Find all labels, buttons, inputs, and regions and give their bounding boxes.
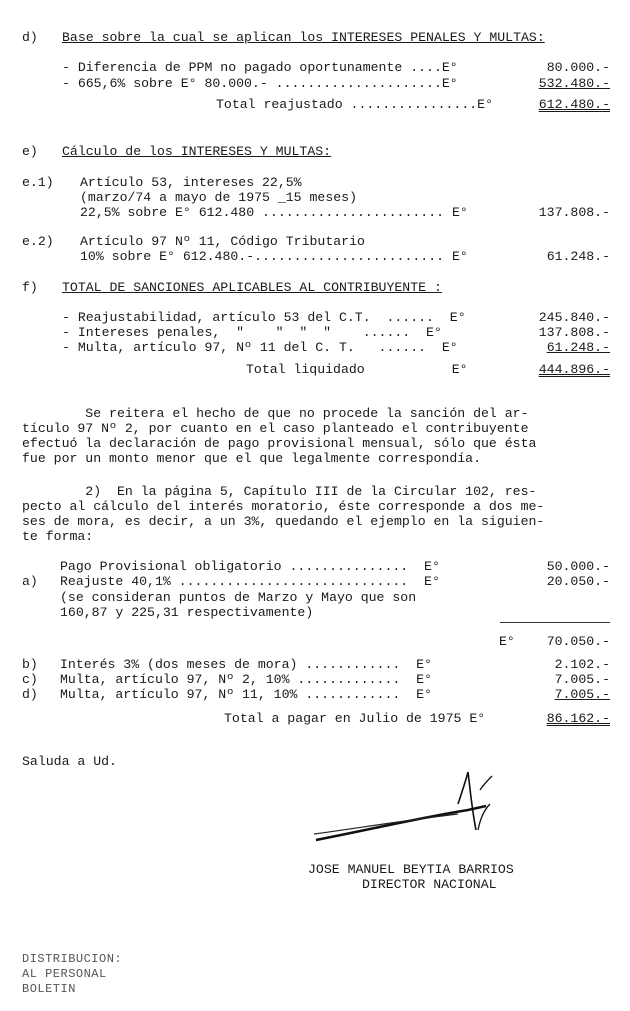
example-row-amount: 7.005.- — [554, 687, 610, 702]
subtotal-rule — [500, 622, 610, 623]
example-row-amount: 20.050.- — [546, 574, 610, 589]
example-row-amount: 2.102.- — [554, 657, 610, 672]
example-row: Multa, artículo 97, Nº 2, 10% ............. E° — [60, 672, 432, 687]
example-total-label: Total a pagar en Julio de 1975 E° — [224, 711, 486, 726]
signature-icon — [308, 770, 518, 850]
distribution-line: AL PERSONAL — [22, 967, 107, 981]
paragraph-1-line: Se reitera el hecho de que no procede la sanción del ar- — [22, 406, 529, 421]
section-d-heading: Base sobre la cual se aplican los INTERESES PENALES Y MULTAS: — [62, 30, 545, 45]
paragraph-1-line: fue por un monto menor que el que legalmente correspondía. — [22, 451, 481, 466]
section-d-row-amount: 80.000.- — [546, 60, 610, 75]
section-f-row: - Multa, artículo 97, Nº 11 del C. T. ...... E° — [62, 340, 458, 355]
section-f-row-amount: 61.248.- — [546, 340, 610, 355]
example-total-amount: 86.162.- — [546, 711, 610, 726]
section-d-row: - 665,6% sobre E° 80.000.- .....................E° — [62, 76, 458, 91]
example-row: Reajuste 40,1% ............................. E° — [60, 574, 440, 589]
e2-line: Artículo 97 Nº 11, Código Tributario — [80, 234, 365, 249]
paragraph-1-line: tículo 97 Nº 2, por cuanto en el caso planteado el contribuyente — [22, 421, 529, 436]
e2-line: 10% sobre E° 612.480.-........................ E° — [80, 249, 468, 264]
example-row-amount: 50.000.- — [546, 559, 610, 574]
section-f-heading: TOTAL DE SANCIONES APLICABLES AL CONTRIBUYENTE : — [62, 280, 442, 295]
section-e-label: e) — [22, 144, 38, 159]
section-f-row: - Reajustabilidad, artículo 53 del C.T. ...... E° — [62, 310, 466, 325]
paragraph-2-line: te forma: — [22, 529, 94, 544]
example-row: Pago Provisional obligatorio ............... E° — [60, 559, 440, 574]
section-f-total-label: Total liquidado E° — [246, 362, 468, 377]
example-row-amount: 7.005.- — [554, 672, 610, 687]
section-f-row-amount: 245.840.- — [538, 310, 610, 325]
section-e-heading: Cálculo de los INTERESES Y MULTAS: — [62, 144, 332, 159]
section-d-label: d) — [22, 30, 38, 45]
section-f-row: - Intereses penales, " " " " ...... E° — [62, 325, 442, 340]
example-d-label: d) — [22, 687, 38, 702]
section-d-row: - Diferencia de PPM no pagado oportunamente ....E° — [62, 60, 458, 75]
e1-line: Artículo 53, intereses 22,5% — [80, 175, 302, 190]
distribution-heading: DISTRIBUCION: — [22, 952, 123, 966]
paragraph-1-line: efectuó la declaración de pago provisional mensual, sólo que ésta — [22, 436, 537, 451]
section-f-label: f) — [22, 280, 38, 295]
paragraph-2-line: ses de mora, es decir, a un 3%, quedando el ejemplo en la siguien- — [22, 514, 545, 529]
example-note: (se consideran puntos de Marzo y Mayo que son — [60, 590, 417, 605]
subtotal-currency: E° — [499, 634, 515, 649]
signer-title: DIRECTOR NACIONAL — [362, 877, 497, 892]
section-d-row-amount: 532.480.- — [538, 76, 610, 91]
section-d-total-amount: 612.480.- — [538, 97, 610, 112]
e2-amount: 61.248.- — [546, 249, 610, 264]
example-b-label: b) — [22, 657, 38, 672]
e1-line: 22,5% sobre E° 612.480 ....................... E° — [80, 205, 468, 220]
closing-text: Saluda a Ud. — [22, 754, 117, 769]
paragraph-2-line: pecto al cálculo del interés moratorio, éste corresponde a dos me- — [22, 499, 545, 514]
example-row: Interés 3% (dos meses de mora) ............ E° — [60, 657, 432, 672]
example-note: 160,87 y 225,31 respectivamente) — [60, 605, 314, 620]
section-f-row-amount: 137.808.- — [538, 325, 610, 340]
e2-label: e.2) — [22, 234, 54, 249]
example-row: Multa, artículo 97, Nº 11, 10% ............ E° — [60, 687, 432, 702]
subtotal-amount: 70.050.- — [546, 634, 610, 649]
paragraph-2-line: 2) En la página 5, Capítulo III de la Circular 102, res- — [22, 484, 537, 499]
distribution-line: BOLETIN — [22, 982, 76, 996]
e1-label: e.1) — [22, 175, 54, 190]
signer-name: JOSE MANUEL BEYTIA BARRIOS — [308, 862, 514, 877]
e1-amount: 137.808.- — [538, 205, 610, 220]
example-c-label: c) — [22, 672, 38, 687]
example-a-label: a) — [22, 574, 38, 589]
section-f-total-amount: 444.896.- — [538, 362, 610, 377]
section-d-total-label: Total reajustado ................E° — [216, 97, 493, 112]
e1-line: (marzo/74 a mayo de 1975 _15 meses) — [80, 190, 357, 205]
